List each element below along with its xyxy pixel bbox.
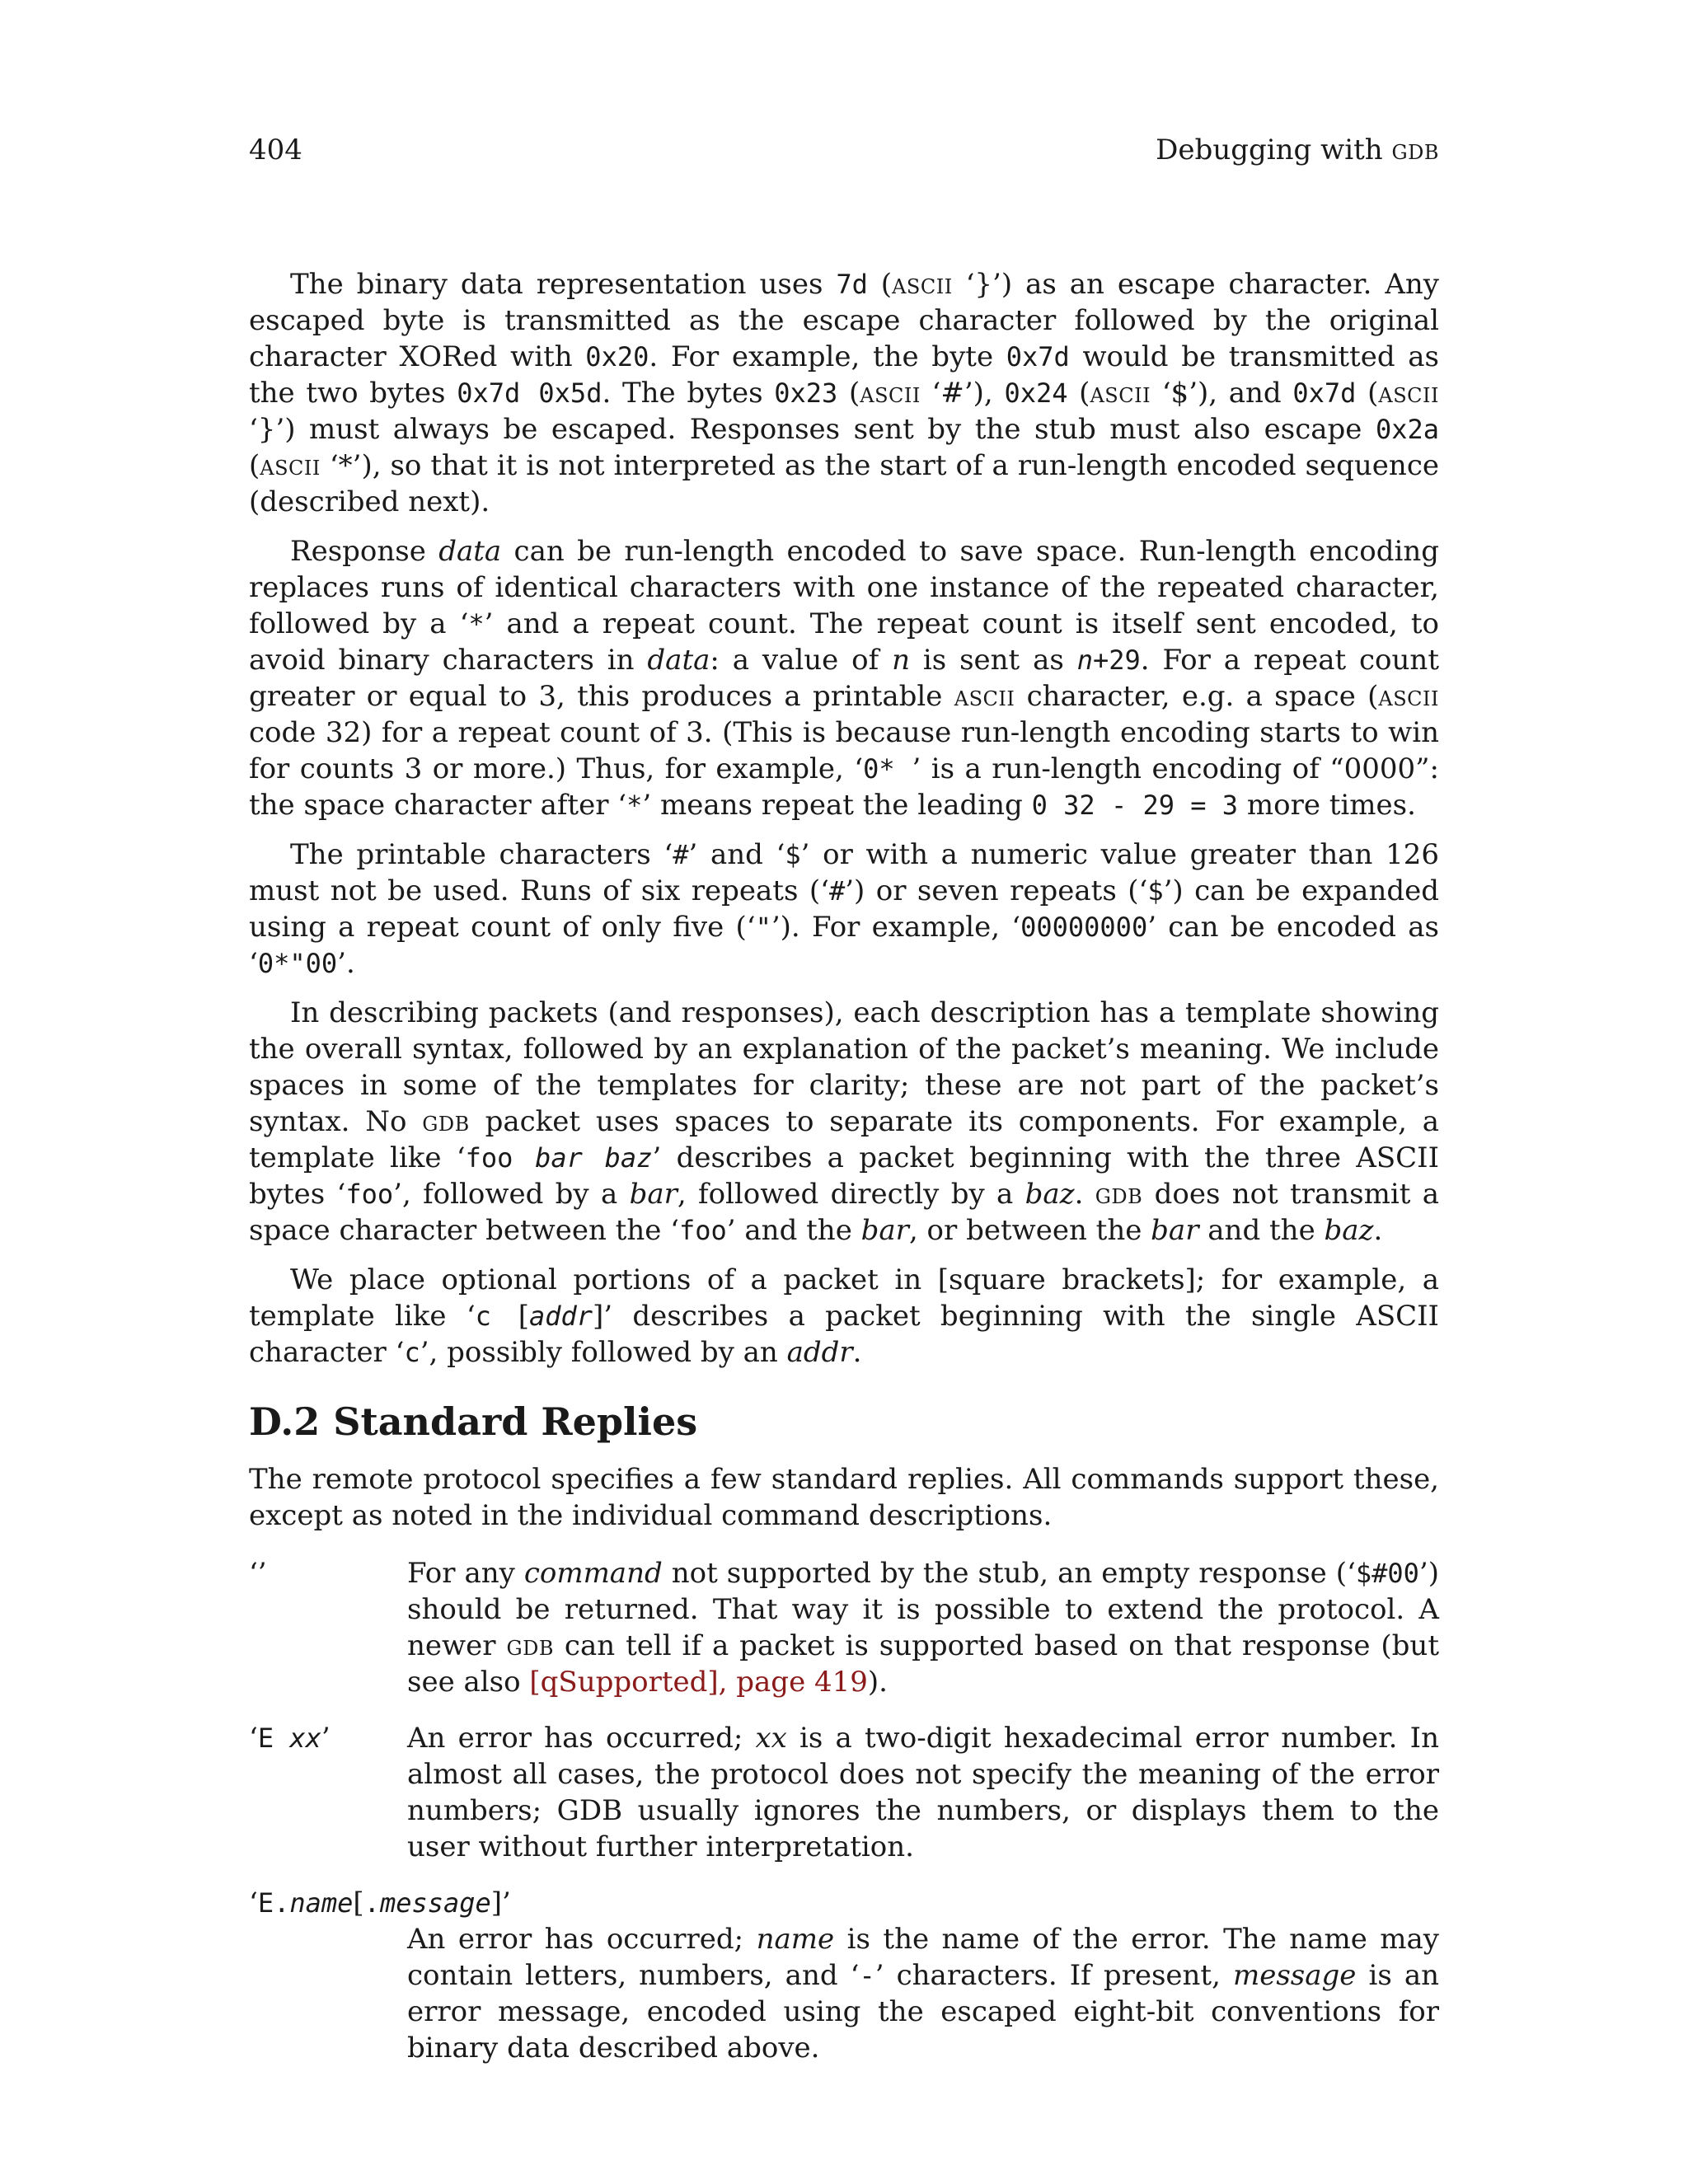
text: ’ and a repeat count. The repeat count is itself sent encoded, to avoid binary characters in [249, 607, 1440, 677]
text: ‘*’), so that it is not interpreted as the start of a run-length encoded sequence (described next). [249, 449, 1439, 518]
ascii-term: ascii [954, 680, 1015, 713]
reply-item-error-name [249, 1885, 1439, 2066]
text: , followed directly by a [677, 1178, 1025, 1211]
text: . [852, 1336, 862, 1369]
code-var: message [379, 1887, 491, 1919]
var: bar [629, 1178, 678, 1211]
code: " [755, 912, 771, 943]
running-title-gdb: gdb [1391, 134, 1439, 166]
page-number: 404 [249, 134, 302, 166]
var: xx [755, 1722, 787, 1755]
text: ]’ describes a packet beginning with the single ASCII character ‘ [249, 1300, 1439, 1369]
text: ’ or with a numeric value greater than 126 must not be used. Runs of six repeats (‘ [249, 838, 1440, 907]
ascii-term: ascii [1378, 377, 1439, 410]
ascii-term: ascii [1378, 680, 1439, 713]
text: ’ and the [726, 1214, 861, 1247]
text: The printable characters ‘ [290, 838, 673, 871]
text: is an error message, encoded using the escaped eight-bit conventions for binary data described above. [407, 1959, 1440, 2064]
qsupported-link[interactable]: [qSupported], page 419 [529, 1666, 868, 1699]
code-var: name [289, 1887, 354, 1919]
text: would be transmitted as the two bytes [249, 340, 1439, 410]
text: We place optional portions of a packet in [square brackets]; for example, a template like ‘ [249, 1263, 1439, 1333]
text: character, e.g. a space ( [1015, 680, 1379, 713]
text: code 32) for a repeat count of 3. (This is because run-length encoding starts to win for counts 3 or more.) Thus, for example, ‘ [249, 716, 1439, 785]
code: - [859, 1960, 875, 1991]
var: command [523, 1557, 663, 1590]
var: data [647, 644, 710, 677]
text: ’, followed by a [393, 1178, 630, 1211]
text: . [1373, 1214, 1383, 1247]
ascii-term: ascii [1090, 377, 1151, 410]
code: foo [678, 1215, 727, 1246]
running-title-text: Debugging with [1156, 134, 1392, 166]
text: can tell if a packet is supported based on that response (but see also [407, 1629, 1439, 1699]
text: is a two-digit hexadecimal error number. In almost all cases, the protocol does not specify the meaning of the error numbers; GDB usually ignores the numbers, or displays them to the user without further interpretation. [407, 1722, 1440, 1863]
text: . For a repeat count greater or equal to 3, this produces a printable [249, 644, 1439, 713]
code: 0x20 [585, 341, 649, 373]
paragraph-printable-chars [249, 837, 1439, 982]
text: , or between the [908, 1214, 1151, 1247]
reply-description [407, 1720, 1439, 1865]
text: ’) or seven repeats (‘ [845, 874, 1148, 907]
text: Response [290, 535, 439, 568]
text: ’. [337, 947, 355, 980]
code: E [257, 1722, 290, 1754]
text: is sent as [909, 644, 1077, 677]
code: E. [257, 1887, 290, 1919]
text: [ [518, 1300, 529, 1333]
code: 0x23 [774, 377, 838, 409]
code: * [468, 608, 485, 640]
running-title [1156, 132, 1439, 168]
text: . For example, the byte [649, 340, 1006, 373]
text: ‘ [249, 1722, 258, 1755]
text: does not transmit a space character between the ‘ [249, 1178, 1439, 1247]
var: bar [1151, 1214, 1199, 1247]
code: 00000000 [1020, 912, 1148, 943]
paragraph-binary-escape [249, 266, 1439, 520]
text: and the [1198, 1214, 1325, 1247]
text: ( [249, 449, 260, 482]
var: addr [786, 1336, 853, 1369]
code: . [363, 1887, 380, 1919]
code-var: bar baz [535, 1142, 653, 1174]
text: ]’ [490, 1886, 511, 1919]
code: 0x7d [1006, 341, 1070, 373]
code: $#00 [1355, 1558, 1419, 1589]
code: c [475, 1301, 518, 1332]
var: baz [1324, 1214, 1374, 1247]
code: 0x7d 0x5d [457, 377, 603, 409]
text: ’) can be expanded using a repeat count of only five (‘ [249, 874, 1439, 944]
code: $ [785, 839, 801, 870]
text: ( [1067, 377, 1090, 410]
page-header [249, 132, 1439, 168]
code: 0x24 [1004, 377, 1068, 409]
code: c [404, 1337, 420, 1368]
page-body [249, 266, 1439, 2086]
code: * [626, 790, 643, 821]
ascii-term: ascii [892, 268, 953, 301]
text: . The bytes [602, 377, 775, 410]
reply-term: ‘’ [249, 1557, 267, 1590]
reply-item-empty [249, 1555, 1439, 1700]
text: [ [353, 1886, 364, 1919]
text: ’ is a run-length encoding of “0000”: the space character after ‘ [249, 752, 1440, 822]
paragraph-optional-portions [249, 1262, 1439, 1371]
text: ‘$’), and [1151, 377, 1293, 410]
code: 7d [836, 269, 868, 300]
paragraph-run-length [249, 533, 1439, 823]
reply-item-error-code [249, 1720, 1439, 1865]
text: The binary data representation uses [290, 268, 837, 301]
section-heading: D.2 Standard Replies [249, 1399, 698, 1444]
gdb-term: gdb [1095, 1178, 1143, 1211]
code: 0x2a [1375, 414, 1439, 445]
var: message [1232, 1959, 1357, 1992]
text: An error has occurred; [407, 1722, 756, 1755]
paragraph-templates [249, 995, 1439, 1249]
var: baz [1025, 1178, 1075, 1211]
gdb-term: gdb [422, 1105, 470, 1138]
code: 0 32 - 29 = 3 [1031, 790, 1239, 821]
code: 0*"00 [257, 948, 338, 979]
text: packet uses spaces to separate its components. For example, a template like ‘ [249, 1105, 1439, 1174]
code: foo [465, 1142, 536, 1174]
text: ( [837, 377, 860, 410]
text: ’). For example, ‘ [771, 911, 1021, 944]
text: ’ [321, 1722, 331, 1755]
text: ’ characters. If present, [874, 1959, 1233, 1992]
code-var: xx [289, 1722, 321, 1754]
text: ‘ [249, 1886, 258, 1919]
text: ‘}’) as an escape character. Any escaped byte is transmitted as the escape character followed by the original character XORed with [249, 268, 1440, 373]
text: ’, possibly followed by an [420, 1336, 787, 1369]
var: data [438, 535, 502, 568]
text: ‘}’) must always be escaped. Responses sent by the stub must also escape [249, 413, 1376, 446]
code: $ [1147, 875, 1164, 907]
code: # [828, 875, 846, 907]
reply-term [249, 1885, 1439, 1921]
code: # [673, 839, 689, 870]
code: +29 [1092, 644, 1141, 676]
var: n [892, 644, 910, 677]
ascii-term: ascii [260, 449, 321, 482]
reply-description [407, 1921, 1439, 2066]
code-var: addr [528, 1301, 593, 1332]
section-intro: The remote protocol specifies a few standard replies. All commands support these, except as noted in the individual command descriptions. [249, 1463, 1439, 1532]
text: : a value of [710, 644, 893, 677]
text: ’ and ‘ [688, 838, 785, 871]
ascii-term: ascii [860, 377, 921, 410]
text: ’ can be encoded as ‘ [249, 911, 1439, 980]
reply-description [407, 1555, 1439, 1700]
text: ). [867, 1666, 888, 1699]
text: ‘#’), [920, 377, 1005, 410]
gdb-term: gdb [506, 1629, 554, 1662]
var: name [756, 1923, 835, 1956]
text: more times. [1238, 789, 1416, 822]
text: For any [407, 1557, 524, 1590]
text: ( [867, 268, 893, 301]
text: can be run-length encoded to save space. Run-length encoding replaces runs of identical characters with one instance of the repeated character, followed by a ‘ [249, 535, 1439, 640]
text: is the name of the error. The name may contain letters, numbers, and ‘ [407, 1923, 1440, 1992]
text: In describing packets (and responses), each description has a template showing the overall syntax, followed by an explanation of the packet’s meaning. We include spaces in some of the templates for clarity; these are not part of the packet’s syntax. No [249, 996, 1439, 1138]
code: 0x7d [1292, 377, 1357, 409]
text: ’ describes a packet beginning with the three ASCII bytes ‘ [249, 1141, 1439, 1211]
reply-term [249, 1720, 406, 1756]
text: ’) should be returned. That way it is possible to extend the protocol. A newer [407, 1557, 1439, 1662]
code: foo [345, 1179, 394, 1210]
text: not supported by the stub, an empty response (‘ [662, 1557, 1356, 1590]
text: . [1074, 1178, 1095, 1211]
text: An error has occurred; [407, 1923, 757, 1956]
code-var: n [1076, 644, 1093, 676]
text: ( [1356, 377, 1379, 410]
var: bar [860, 1214, 909, 1247]
text: ’ means repeat the leading [642, 789, 1032, 822]
code: 0* [863, 753, 912, 785]
